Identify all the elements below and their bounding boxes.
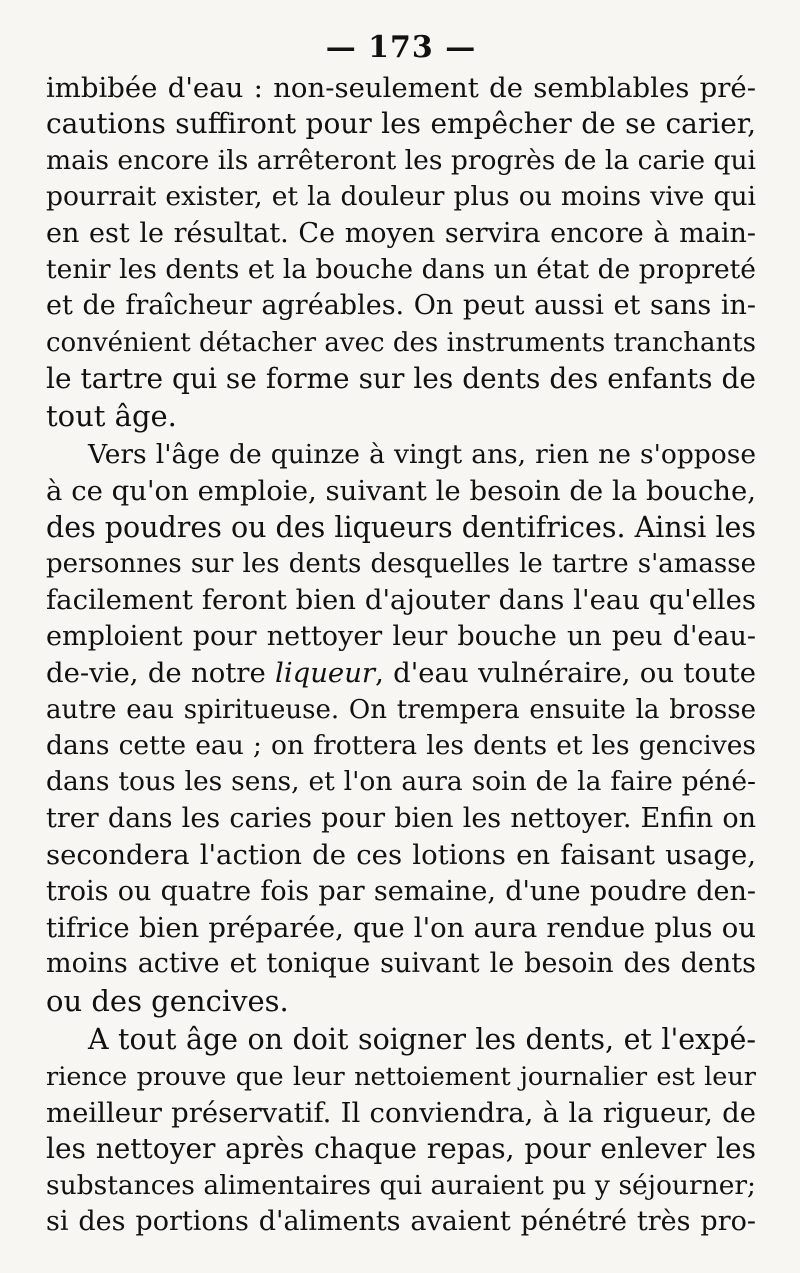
- text-line: rience prouve que leur nettoiement journalier est leur: [46, 1061, 756, 1092]
- text-line: cautions suffiront pour les empêcher de se carier,: [46, 107, 756, 141]
- text-line: le tartre qui se forme sur les dents des enfants de: [46, 362, 756, 396]
- text-line: personnes sur les dents desquelles le tartre s'amasse: [46, 549, 756, 580]
- text-line: mais encore ils arrêteront les progrès de la carie qui: [46, 144, 756, 176]
- text-line: emploient pour nettoyer leur bouche un peu d'eau-: [46, 620, 756, 652]
- text-line: si des portions d'aliments avaient pénétré très pro-: [46, 1206, 756, 1238]
- text-line: dans tous les sens, et l'on aura soin de la faire péné-: [46, 766, 756, 798]
- paragraph-2: [46, 437, 756, 1019]
- italic-word: liqueur: [275, 657, 376, 690]
- text-line: pourrait exister, et la douleur plus ou moins vive qui: [46, 181, 756, 213]
- paragraph-3: [46, 1022, 756, 1240]
- paragraph-1: [46, 70, 756, 434]
- page-number: — 173 —: [325, 30, 477, 65]
- text-line: les nettoyer après chaque repas, pour enlever les: [46, 1132, 756, 1166]
- text-line: trois ou quatre fois par semaine, d'une poudre den-: [46, 875, 756, 907]
- text-line: des poudres ou des liqueurs dentifrices. Ainsi les: [46, 510, 756, 544]
- text-line: trer dans les caries pour bien les nettoyer. Enfin on: [46, 802, 756, 834]
- text-line: A tout âge on doit soigner les dents, et l'expé-: [88, 1023, 756, 1057]
- text-line: en est le résultat. Ce moyen servira encore à main-: [46, 217, 756, 249]
- text-line: tenir les dents et la bouche dans un état de propreté: [46, 253, 756, 285]
- text-line: dans cette eau ; on frottera les dents et les gencives: [46, 730, 756, 762]
- text-line: imbibée d'eau : non-seulement de semblables pré-: [46, 72, 756, 104]
- text-line-with-italic: [46, 655, 756, 691]
- text-line: et de fraîcheur agréables. On peut aussi et sans in-: [46, 290, 756, 322]
- text-line: Vers l'âge de quinze à vingt ans, rien ne s'oppose: [88, 438, 756, 470]
- text-line: convénient détacher avec des instruments tranchants: [46, 327, 756, 358]
- text-segment: de-vie, de notre: [46, 657, 276, 690]
- text-line: ou des gencives.: [46, 983, 289, 1018]
- text-segment: , d'eau vulnéraire, ou toute: [375, 657, 756, 690]
- text-line: moins active et tonique suivant le besoin des dents: [46, 948, 756, 980]
- text-line: autre eau spiritueuse. On trempera ensuite la brosse: [46, 694, 756, 725]
- text-line: tout âge.: [46, 398, 177, 433]
- text-line: à ce qu'on emploie, suivant le besoin de la bouche,: [46, 475, 756, 508]
- text-line: secondera l'action de ces lotions en faisant usage,: [46, 839, 756, 872]
- text-line: facilement feront bien d'ajouter dans l'eau qu'elles: [46, 584, 756, 617]
- text-line: meilleur préservatif. Il conviendra, à la rigueur, de: [46, 1096, 756, 1129]
- text-line: tifrice bien préparée, que l'on aura rendue plus ou: [46, 911, 756, 944]
- text-line: substances alimentaires qui auraient pu y séjourner;: [46, 1169, 756, 1201]
